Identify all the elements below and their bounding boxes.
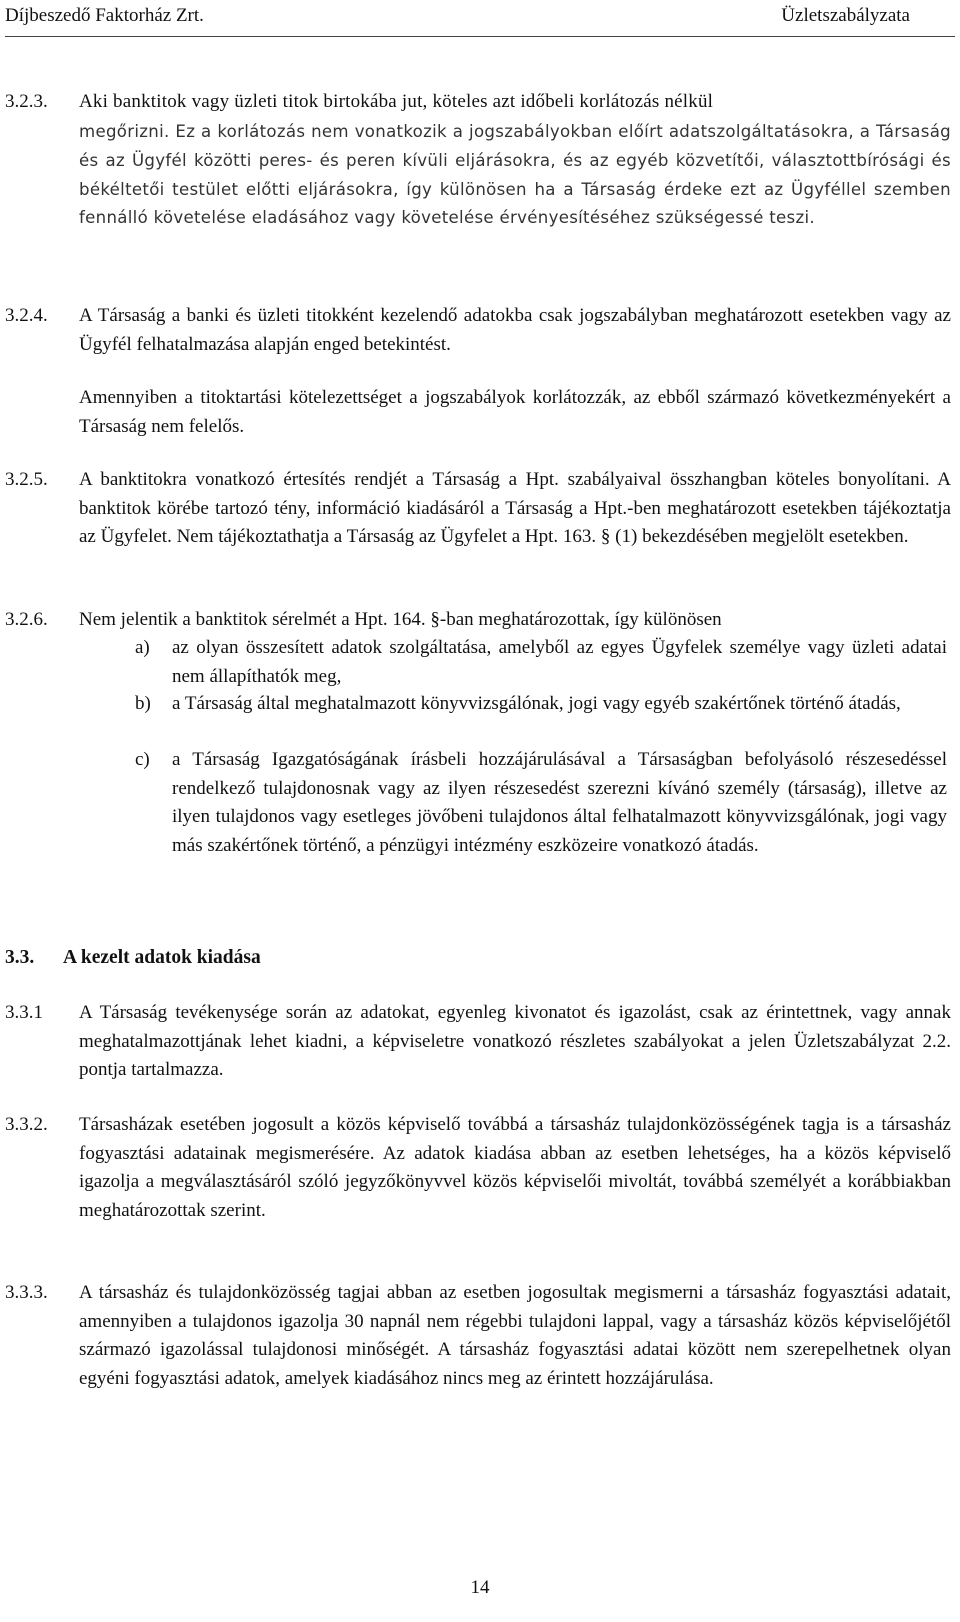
section-number: 3.2.3. <box>5 91 48 112</box>
heading-number: 3.3. <box>5 947 35 968</box>
section-3-3-3 <box>0 1279 960 1393</box>
section-3-2-3 <box>0 88 960 117</box>
section-3-2-3-continued <box>0 118 960 233</box>
list-item-label: c) <box>135 749 150 770</box>
section-text: A Társaság a banki és üzleti titokként kezelendő adatokba csak jogszabályban meghatározott esetekben vagy az Ügyfél felhatalmazása alapján enged betekintést. <box>79 305 951 355</box>
heading-title: A kezelt adatok kiadása <box>63 947 261 968</box>
list-item-text: a Társaság által meghatalmazott könyvvizsgálónak, jogi vagy egyéb szakértőnek történő átadás, <box>172 693 901 714</box>
section-text: megőrizni. Ez a korlátozás nem vonatkozik a jogszabályokban előírt adatszolgáltatásokra, a Társaság és az Ügyfél közötti peres- és peren kívüli eljárásokra, és az egyéb közvetítői, választottbírósági és békéltetői testület előtti eljárásokra, így különösen ha a Társaság érdeke ezt az Ügyféllel szemben fennálló követelése eladásához vagy követelése érvényesítéséhez szükségessé teszi. <box>79 122 951 228</box>
section-number: 3.2.6. <box>5 609 48 630</box>
list-item <box>135 746 947 860</box>
section-number: 3.2.4. <box>5 305 48 326</box>
section-3-2-5 <box>0 466 960 552</box>
section-3-3-2 <box>0 1111 960 1225</box>
header-company: Díjbeszedő Faktorház Zrt. <box>5 5 204 26</box>
section-text: Társasházak esetében jogosult a közös képviselő továbbá a társasház tulajdonközösségének tagja is a társasház fogyasztási adatainak megismerésére. Az adatok kiadása abban az esetben lehetséges, ha a közös képviselő igazolja a megválasztásáról szóló jegyzőkönyvvel közös képviselői mivoltát, továbbá személyét a korábbiakban meghatározottak szerint. <box>79 1114 951 1221</box>
list-item <box>135 634 947 691</box>
list-item-label: a) <box>135 637 150 658</box>
section-heading-3-3 <box>5 944 261 972</box>
section-3-2-6 <box>0 606 960 635</box>
list-item-text: az olyan összesített adatok szolgáltatása, amelyből az egyes Ügyfelek személye vagy üzleti adatai nem állapíthatók meg, <box>172 637 947 687</box>
section-number: 3.3.1 <box>5 1002 43 1023</box>
section-text: A társasház és tulajdonközösség tagjai abban az esetben jogosultak megismerni a társasház fogyasztási adatait, amennyiben a tulajdonos igazolja 30 napnál nem régebbi tulajdoni lappal, vagy a társasház közös képviselőjétől származó igazolással tulajdonosi minőségét. A társasház fogyasztási adatai között nem szerepelhetnek olyan egyéni fogyasztási adatok, amelyek kiadásához nincs meg az érintett hozzájárulása. <box>79 1282 951 1389</box>
list-item <box>135 690 947 719</box>
section-first-line: Aki banktitok vagy üzleti titok birtokába jut, köteles azt időbeli korlátozás nélkül <box>79 91 714 112</box>
section-3-2-4-paragraph: Amennyiben a titoktartási kötelezettséget a jogszabályok korlátozzák, az ebből származó következményekért a Társaság nem felelős. <box>79 387 951 437</box>
page-header <box>5 0 955 37</box>
list-item-label: b) <box>135 693 151 714</box>
section-text: A Társaság tevékenysége során az adatokat, egyenleg kivonatot és igazolást, csak az érintettnek, vagy annak meghatalmazottjának lehet kiadni, a képviseletre vonatkozó részletes szabályokat a jelen Üzletszabályzat 2.2. pontja tartalmazza. <box>79 1002 951 1080</box>
section-text: Nem jelentik a banktitok sérelmét a Hpt. 164. §-ban meghatározottak, így különösen <box>79 609 722 630</box>
section-3-3-1 <box>0 999 960 1085</box>
header-document-title: Üzletszabályzata <box>781 5 910 26</box>
section-3-2-4 <box>0 302 960 359</box>
section-text: A banktitokra vonatkozó értesítés rendjét a Társaság a Hpt. szabályaival összhangban köteles bonyolítani. A banktitok körébe tartozó tény, információ kiadásáról a Társaság a Hpt.-ben meghatározott esetekben tájékoztatja az Ügyfelet. Nem tájékoztathatja a Társaság az Ügyfelet a Hpt. 163. § (1) bekezdésében megjelölt esetekben. <box>79 469 951 547</box>
section-number: 3.3.3. <box>5 1282 48 1303</box>
section-number: 3.2.5. <box>5 469 48 490</box>
list-item-text: a Társaság Igazgatóságának írásbeli hozzájárulásával a Társaságban befolyásoló részesedéssel rendelkező tulajdonosnak vagy az ilyen részesedést szerezni kívánó személy (társaság), illetve az ilyen tulajdonos vagy esetleges jövőbeni tulajdonos által felhatalmazott könyvvizsgálónak, jogi vagy más szakértőnek történő, a pénzügyi intézmény eszközeire vonatkozó átadás. <box>172 749 947 856</box>
section-number: 3.3.2. <box>5 1114 48 1135</box>
page-number: 14 <box>470 1577 490 1598</box>
